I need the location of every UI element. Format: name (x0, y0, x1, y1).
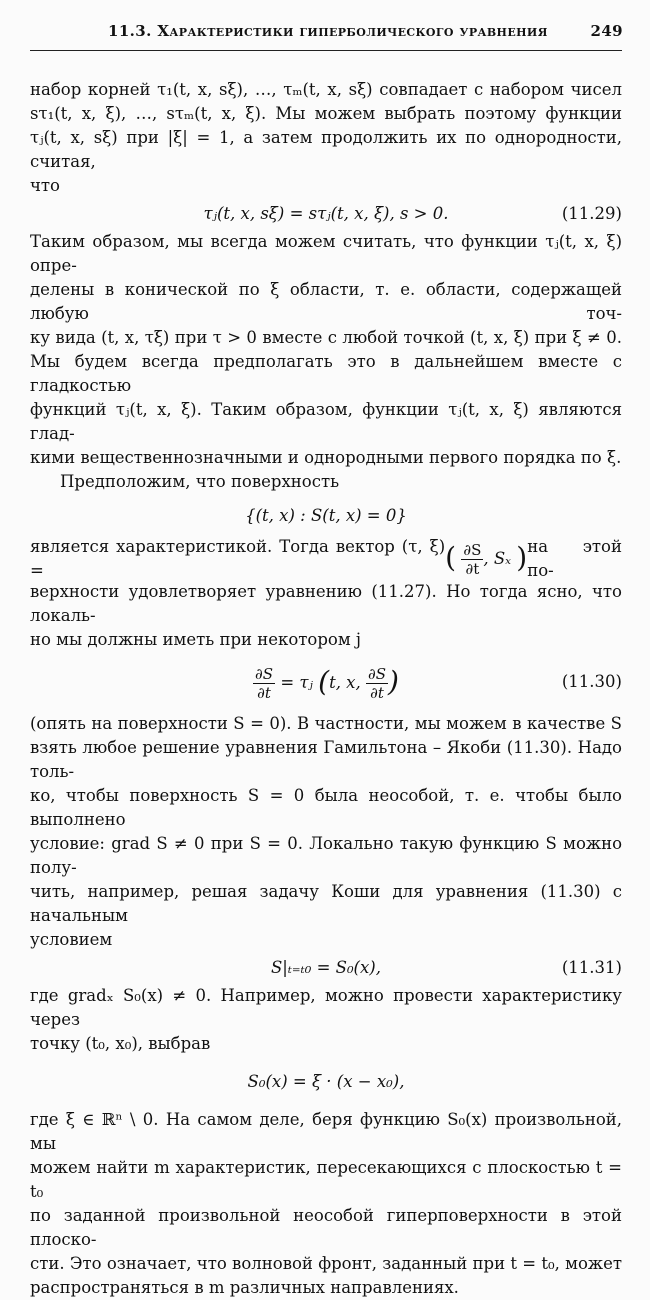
left-paren-glyph: ( (318, 665, 330, 698)
text-line: ко, чтобы поверхность S = 0 была неособой, т. е. чтобы было выполнено (30, 786, 622, 829)
equation-body: S₀(x) = ξ · (x − x₀), (247, 1072, 405, 1091)
equation-11-31 (30, 956, 622, 980)
numerator: ∂S (255, 665, 274, 683)
equation-11-30 (30, 660, 622, 704)
equation-surface (30, 504, 622, 528)
text-line: (опять на поверхности S = 0). В частности, мы можем в качестве S (30, 714, 622, 733)
right-paren-glyph: ) (388, 665, 399, 698)
text-line: sτ₁(t, x, ξ), …, sτₘ(t, x, ξ). Мы можем выбрать поэтому функции (30, 104, 622, 123)
text-line: делены в конической по ξ области, т. е. области, содержащей любую точ- (30, 280, 622, 323)
text-line: сти. Это означает, что волновой фронт, заданный при t = t₀, может (30, 1254, 622, 1273)
equation-number: (11.29) (561, 204, 622, 223)
text-line: где ξ ∈ ℝⁿ \ 0. На самом деле, беря функцию S₀(x) произвольной, мы (30, 1110, 622, 1153)
equation-segment: = τⱼ (280, 673, 313, 692)
denominator: ∂t (257, 684, 271, 702)
text-line: верхности удовлетворяет уравнению (11.27). Но тогда ясно, что локаль- (30, 582, 622, 625)
text-line: чить, например, решая задачу Коши для уравнения (11.30) с начальным (30, 882, 622, 925)
fraction (366, 665, 388, 702)
text-line: ку вида (t, x, τξ) при τ > 0 вместе с любой точкой (t, x, ξ) при ξ ≠ 0. (30, 328, 622, 347)
fraction (461, 541, 483, 578)
text-line: Предположим, что поверхность (60, 472, 340, 491)
text-line: что (30, 176, 60, 195)
numerator: ∂S (367, 665, 387, 683)
text-segment: на этой по- (527, 537, 622, 580)
text-line: где gradₓ S₀(x) ≠ 0. Например, можно провести характеристику через (30, 986, 622, 1029)
text-line: τⱼ(t, x, sξ) при |ξ| = 1, а затем продолжить их по однородности, считая, (30, 128, 622, 171)
header-rule (30, 50, 622, 51)
text-line: взять любое решение уравнения Гамильтона – Якоби (11.30). Надо толь- (30, 738, 622, 781)
right-paren-glyph: ) (516, 540, 528, 574)
left-paren-glyph: ( (445, 540, 457, 574)
text-line: по заданной произвольной неособой гиперповерхности в этой плоско- (30, 1206, 622, 1249)
equation-number: (11.31) (561, 958, 622, 977)
equation-segment: t, x, (329, 673, 361, 692)
running-header (108, 22, 623, 40)
denominator: ∂t (465, 559, 480, 578)
text-line: распространяться в m различных направлениях. (30, 1278, 459, 1297)
text-line-with-fraction (30, 538, 622, 580)
text-line: можем найти m характеристик, пересекающихся с плоскостью t = t₀ (30, 1158, 622, 1201)
text-line: условие: grad S ≠ 0 при S = 0. Локально такую функцию S можно полу- (30, 834, 622, 877)
equation-11-29 (30, 202, 622, 226)
text-line: точку (t₀, x₀), выбрав (30, 1034, 211, 1053)
text-line: набор корней τ₁(t, x, sξ), …, τₘ(t, x, sξ) совпадает с набором чисел (30, 80, 622, 99)
text-line: условием (30, 930, 113, 949)
denominator: ∂t (370, 684, 384, 702)
vector-expression (445, 541, 527, 578)
page-number: 249 (590, 22, 623, 40)
equation-body: τⱼ(t, x, sξ) = sτⱼ(t, x, ξ), s > 0. (203, 204, 449, 223)
text-line: но мы должны иметь при некотором j (30, 630, 362, 649)
text-line: функций τⱼ(t, x, ξ). Таким образом, функции τⱼ(t, x, ξ) являются глад- (30, 400, 622, 443)
page-body (30, 78, 622, 1300)
equation-s0 (30, 1070, 622, 1094)
text-line: кими вещественнозначными и однородными первого порядка по ξ. (30, 448, 622, 467)
text-line: Мы будем всегда предполагать это в дальнейшем вместе с гладкостью (30, 352, 622, 395)
fraction (253, 665, 275, 702)
equation-body: S|ₜ₌ₜ₀ = S₀(x), (271, 958, 381, 977)
equation-number: (11.30) (561, 672, 622, 691)
numerator: ∂S (463, 540, 482, 559)
text-segment: является характеристикой. Тогда вектор (τ, ξ) = (30, 537, 446, 580)
equation-body (253, 665, 399, 702)
text-segment: , Sₓ (483, 548, 512, 568)
equation-body: {(t, x) : S(t, x) = 0} (245, 506, 407, 525)
section-title: 11.3. Характеристики гиперболического уравнения (108, 22, 548, 40)
text-line: Таким образом, мы всегда можем считать, что функции τⱼ(t, x, ξ) опре- (30, 232, 622, 275)
